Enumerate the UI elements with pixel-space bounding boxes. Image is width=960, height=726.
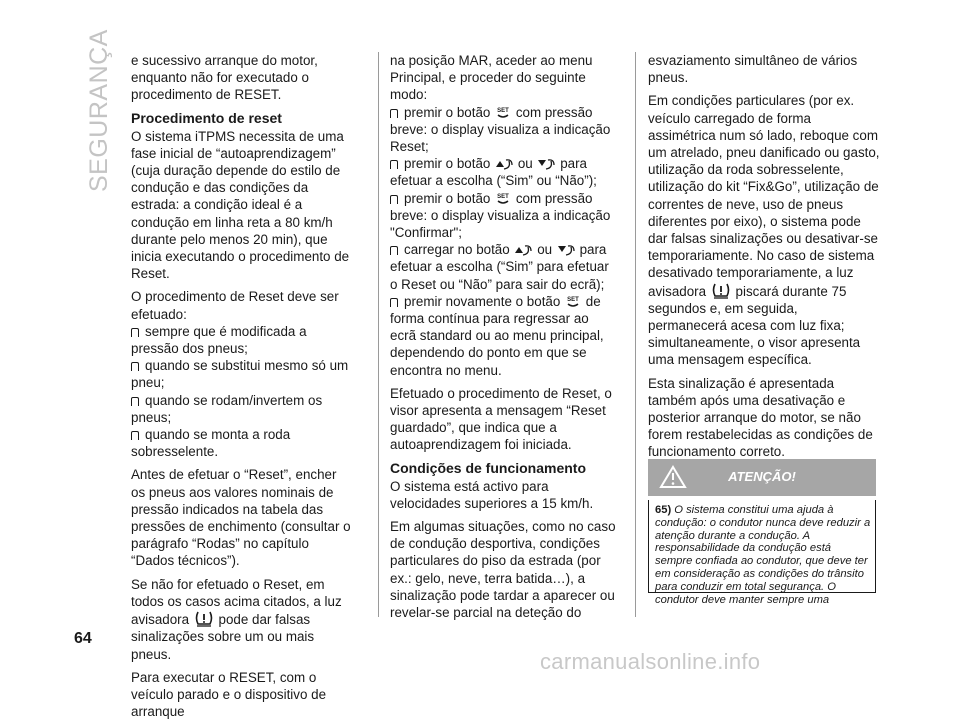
heading-conditions: Condições de funcionamento: [390, 459, 587, 476]
note-number: 65): [655, 504, 672, 516]
paragraph: Para executar o RESET, com o veículo parado e o dispositivo de arranque: [131, 669, 327, 720]
paragraph: O sistema está activo para velocidades superiores a 15 km/h.: [390, 478, 594, 511]
list-item: premir novamente o botão SET de forma contínua para regressar ao ecrã standard ou ao menu principal, dependendo do ponto em que se encontra no menu.: [390, 293, 604, 378]
paragraph: Se não for efetuado o Reset, em todos os casos acima citados, a luz avisadora pode dar falsas sinalizações sobre um ou mais pneus.: [131, 576, 342, 662]
car-door-bullet-icon: [390, 109, 398, 118]
up-arrow-button-icon: [495, 157, 513, 171]
paragraph: Antes de efetuar o “Reset”, encher os pneus aos valores nominais de pressão indicados na tabela das pressões de enchimento (consultar o parágrafo “Rodas” no capítulo “Dados técnicos”).: [131, 467, 351, 569]
attention-box: [648, 459, 876, 606]
paragraph: Efetuado o procedimento de Reset, o visor apresenta a mensagem “Reset guardado”, que indica que a autoaprendizagem foi iniciada.: [390, 385, 612, 453]
up-arrow-button-icon: [514, 243, 532, 257]
set-button-icon: [495, 192, 511, 206]
car-door-bullet-icon: [131, 397, 139, 406]
watermark: carmanualsonline.info: [540, 649, 761, 674]
section-title: [70, 4, 120, 204]
set-label: SET: [567, 296, 579, 303]
list-item: premir o botão SET com pressão breve: o display visualiza a indicação "Confirmar";: [390, 190, 611, 241]
attention-title: ATENÇÃO!: [728, 469, 796, 484]
list-item: quando se substitui mesmo só um pneu;: [131, 358, 349, 391]
car-door-bullet-icon: [390, 195, 398, 204]
paragraph: Esta sinalização é apresentada também após uma desativação e posterior arranque do motor, se não forem restabelecidas as condições de funcionamento correto.: [648, 375, 873, 460]
car-door-bullet-icon: [390, 160, 398, 169]
attention-header: [648, 459, 876, 496]
column-2: [390, 52, 616, 627]
down-arrow-button-icon: [557, 243, 575, 257]
car-door-bullet-icon: [131, 362, 139, 371]
set-label: SET: [497, 193, 509, 200]
car-door-bullet-icon: [131, 328, 139, 337]
tpms-warning-icon: [194, 610, 214, 627]
column-divider: [378, 52, 379, 617]
column-3: [648, 52, 880, 467]
paragraph: esvaziamento simultâneo de vários pneus.: [648, 53, 858, 86]
list-item: sempre que é modificada a pressão dos pneus;: [131, 323, 307, 357]
list-item: quando se rodam/invertem os pneus;: [131, 392, 323, 425]
column-1: [131, 52, 353, 726]
set-label: SET: [497, 107, 509, 114]
section-title-text: SEGURANÇA: [85, 29, 113, 192]
set-button-icon: [495, 106, 511, 120]
attention-text: O sistema constitui uma ajuda à condução: o condutor nunca deve reduzir a atenção durante a condução. A responsabilidade da condução está sempre confiada ao condutor, que deve ter em consideração as condições do trânsito para conduzir em total segurança. O condutor deve manter sempre uma: [655, 504, 871, 606]
page-number: 64: [74, 630, 92, 647]
paragraph: na posição MAR, aceder ao menu Principal, e proceder do seguinte modo:: [390, 53, 593, 103]
car-door-bullet-icon: [390, 298, 398, 307]
bullet-list: [131, 323, 353, 461]
paragraph: Em condições particulares (por ex. veículo carregado de forma assimétrica num só lado, reboque com um atrelado, pneu danificado ou gasto, utilização da roda sobresselente, utilização do kit “Fix&Go”, utilização de correntes de neve, uso de pneus diferentes por eixo), o sistema pode dar falsas sinalizações ou desativar-se temporariamente. No caso de sistema desativado temporariamente, a luz avisadora piscará durante 75 segundos e, em seguida, permanecerá acesa com luz fixa; simultaneamente, o visor apresenta uma mensagem específica.: [648, 93, 880, 368]
tpms-warning-icon: [711, 282, 731, 299]
list-item: premir o botão SET com pressão breve: o display visualiza a indicação Reset;: [390, 104, 611, 155]
list-item: premir o botão ou para efetuar a escolha (“Sim” ou “Não”);: [390, 156, 597, 189]
paragraph: O procedimento de Reset deve ser efetuado:: [131, 289, 339, 322]
list-item: quando se monta a roda sobresselente.: [131, 427, 291, 460]
paragraph: e sucessivo arranque do motor, enquanto não for executado o procedimento de RESET.: [131, 53, 318, 103]
attention-body: [648, 500, 876, 606]
set-button-icon: [565, 295, 581, 309]
paragraph: O sistema iTPMS necessita de uma fase inicial de “autoaprendizagem” (cuja duração depende do estilo de condução e das condições da estrada: a condição ideal é a condução em linha reta a 80 km/h durante pelo menos 20 min), que inicia executando o procedimento de Reset.: [131, 128, 350, 282]
heading-reset: Procedimento de reset: [131, 109, 282, 126]
list-item: carregar no botão ou para efetuar a escolha (“Sim” para efetuar o Reset ou “Não” para sair do ecrã);: [390, 242, 609, 292]
column-divider: [635, 52, 636, 617]
paragraph: Em algumas situações, como no caso de condução desportiva, condições particulares do piso da estrada (por ex.: gelo, neve, terra batida…), a sinalização pode tardar a aparecer ou revelar-se parcial na deteção do: [390, 519, 616, 621]
car-door-bullet-icon: [390, 246, 398, 255]
car-door-bullet-icon: [131, 431, 139, 440]
down-arrow-button-icon: [537, 157, 555, 171]
